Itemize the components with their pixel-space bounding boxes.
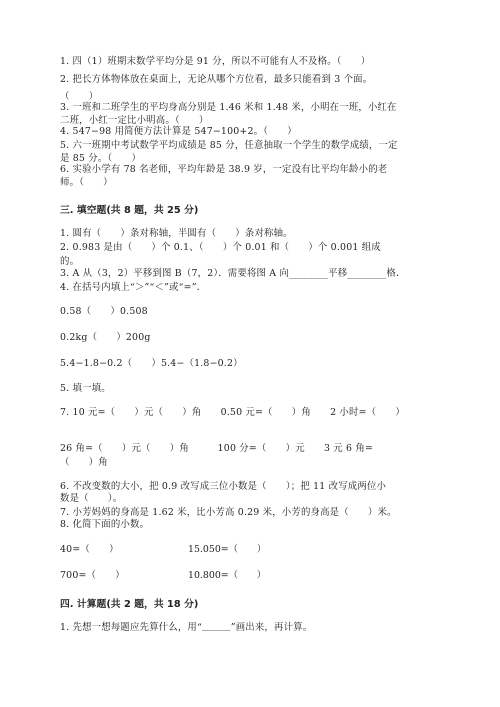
judgement-line-8: 是 85 分。（ ）	[60, 153, 142, 164]
section-heading-calc: 四. 计算题(共 2 题，共 18 分)	[60, 599, 199, 610]
judgement-line-3: （ ）	[60, 91, 99, 102]
fill-line-6: 6. 不改变数的大小，把 0.9 改写成三位小数是（ ）；把 11 改写成两位小	[60, 481, 387, 492]
judgement-line-2: 2. 把长方体物体放在桌面上，无论从哪个方位看，最多只能看到 3 个面。	[60, 74, 373, 85]
simplify-item-1-right: 15.050=（ ）	[188, 544, 267, 555]
fill-line-5: 4. 在括号内填上“＞”“＜”或“=”．	[60, 282, 207, 293]
fill-line-1: 1. 圆有（ ）条对称轴，半圆有（ ）条对称轴。	[60, 228, 293, 239]
simplify-item-1-left: 40=（ ）	[60, 544, 119, 555]
simplify-item-2-right: 10.800=（ ）	[188, 570, 267, 581]
compare-item-1: 0.58（ ）0.508	[60, 306, 148, 317]
judgement-line-10: 师。（ ）	[60, 177, 113, 188]
calc-question-1: 1. 先想一想每题应先算什么，用“＿＿＿”画出来，再计算。	[60, 622, 313, 633]
fill-line-7: 数是（ ）。	[60, 493, 123, 504]
fill-line-8: 7. 小芳妈妈的身高是 1.62 米，比小芳高 0.29 米，小芳的身高是（ ）米。	[60, 507, 397, 518]
judgement-line-5: 二班，小红一定比小明高。（ ）	[60, 115, 209, 126]
fill-question-5: 5. 填一填。	[60, 383, 111, 394]
section-heading-fill: 三. 填空题(共 8 题，共 25 分)	[60, 205, 199, 216]
fill-line-9: 8. 化简下面的小数。	[60, 519, 150, 530]
fill-line-4: 3. A 从（3，2）平移到图 B（7，2）．需要将图 A 向________平移________格．	[60, 268, 406, 279]
judgement-line-6: 4. 547−98 用简便方法计算是 547−100+2。（ ）	[60, 126, 297, 137]
compare-item-3: 5.4−1.8−0.2（ ）5.4−（1.8−0.2）	[60, 358, 243, 369]
fill-q7-row-2: 26 角=（ ）元（ ）角 100 分=（ ）元 3 元 6 角=	[60, 443, 374, 454]
judgement-line-1: 1. 四（1）班期末数学平均分是 91 分，所以不可能有人不及格。（ ）	[60, 56, 371, 67]
judgement-line-7: 5. 六一班期中考试数学平均成绩是 85 分，任意抽取一个学生的数学成绩，一定	[60, 140, 398, 151]
fill-line-2: 2. 0.983 是由（ ）个 0.1、（ ）个 0.01 和（ ）个 0.001 组成	[60, 242, 381, 253]
fill-line-3: 的。	[60, 256, 80, 267]
simplify-item-2-left: 700=（ ）	[60, 570, 125, 581]
fill-q7-row-3: （ ）角	[60, 457, 108, 468]
compare-item-2: 0.2kg（ ）200g	[60, 332, 151, 343]
fill-q7-row-1: 7. 10 元=（ ）元（ ）角 0.50 元=（ ）角 2 小时=（ ）	[60, 407, 405, 418]
judgement-line-9: 6. 实验小学有 78 名老师，平均年龄是 38.9 岁，一定没有比平均年龄小的老	[60, 164, 388, 175]
judgement-line-4: 3. 一班和二班学生的平均身高分别是 1.46 米和 1.48 米，小明在一班，小红在	[60, 102, 397, 113]
